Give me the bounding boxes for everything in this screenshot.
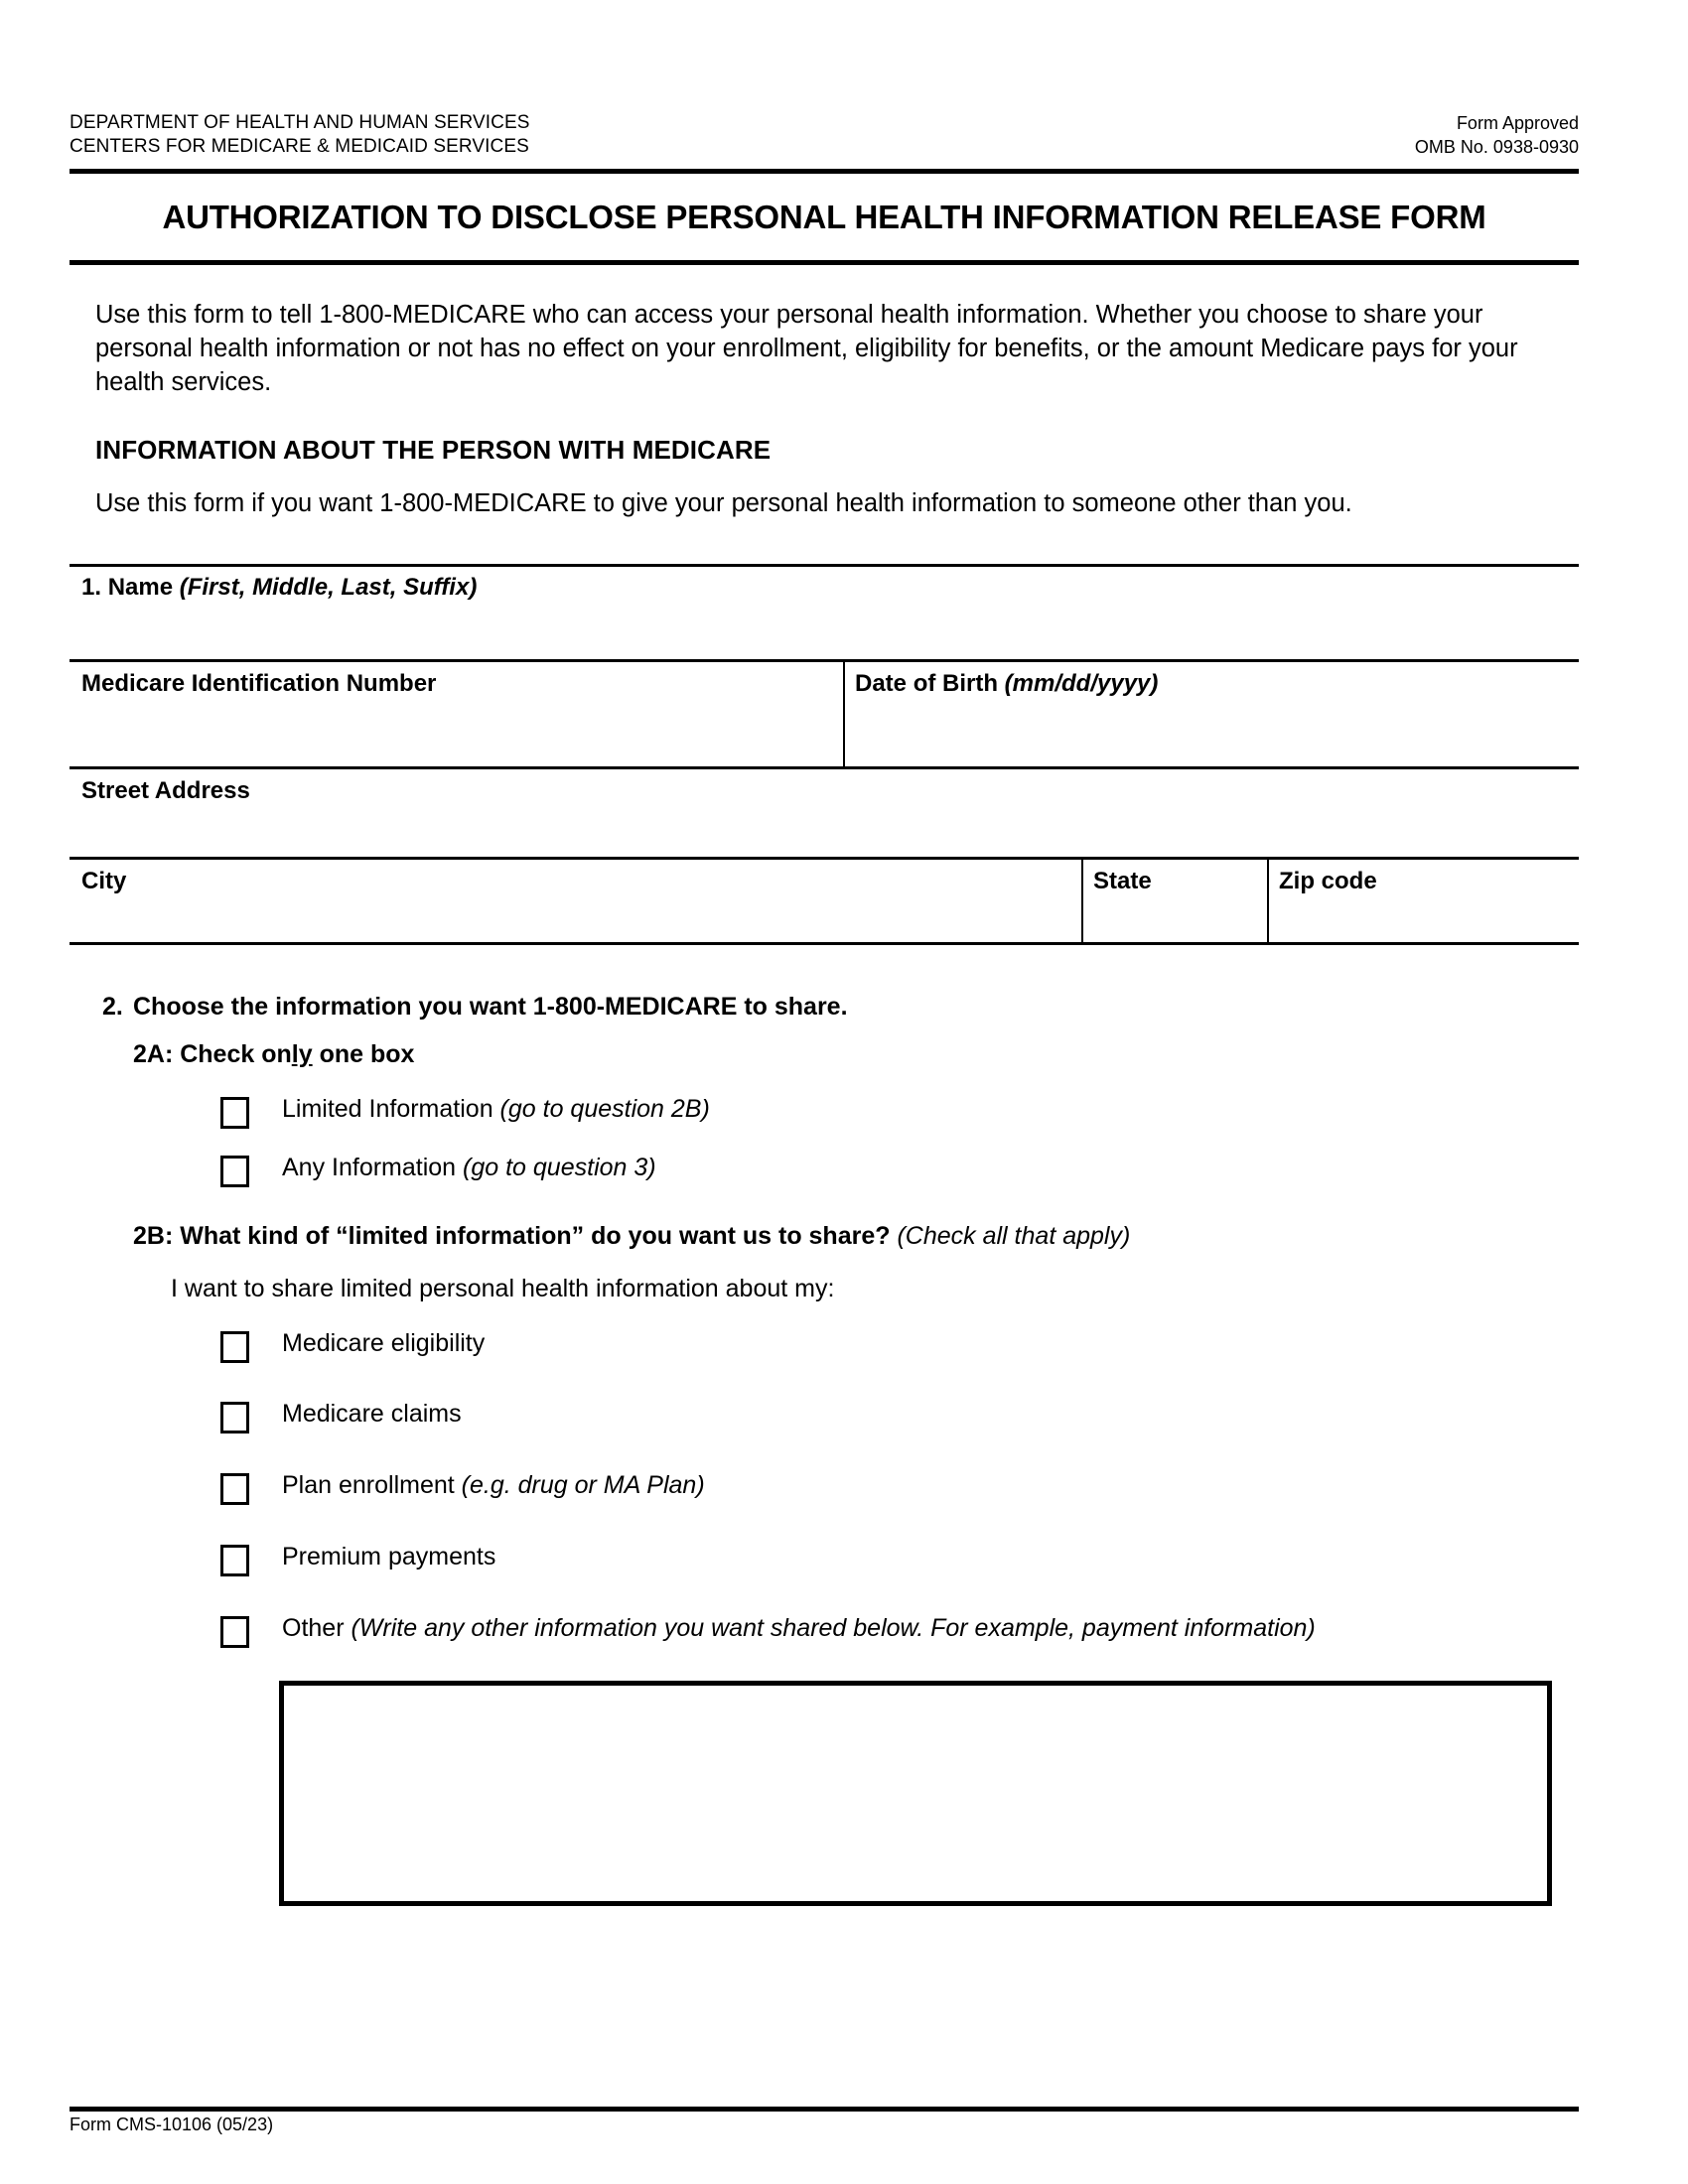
checkbox-label-other [282, 1614, 1316, 1643]
checkbox-label-plan-enrollment-text: Plan enrollment [282, 1471, 462, 1499]
checkbox-label-any-information [282, 1154, 656, 1182]
agency-line-2: CENTERS FOR MEDICARE & MEDICAID SERVICES [70, 136, 529, 157]
medicare-id-dob-divider [843, 659, 845, 768]
street-address-label: Street Address [81, 777, 250, 804]
checkbox-label-limited-information [282, 1095, 710, 1124]
section-heading-information-about-person: INFORMATION ABOUT THE PERSON WITH MEDICARE [95, 435, 772, 465]
footer-divider-rule [70, 2107, 1579, 2112]
question-2a-label-pre: 2A: Check on [133, 1040, 292, 1068]
question-2b-lead: I want to share limited personal health information about my: [171, 1275, 835, 1302]
city-state-zip-row-top-rule [70, 857, 1579, 860]
city-state-divider [1081, 857, 1083, 944]
checkbox-hint-plan-enrollment: (e.g. drug or MA Plan) [461, 1471, 705, 1499]
agency-line-1: DEPARTMENT OF HEALTH AND HUMAN SERVICES [70, 112, 530, 133]
form-approved-label: Form Approved [1456, 113, 1579, 133]
checkbox-any-information[interactable] [220, 1156, 249, 1187]
omb-number-label: OMB No. 0938-0930 [1414, 137, 1579, 157]
street-address-input[interactable] [81, 812, 1561, 860]
medicare-id-input[interactable] [81, 705, 816, 752]
question-2a-label [133, 1040, 414, 1069]
checkbox-limited-information[interactable] [220, 1097, 249, 1129]
city-state-zip-row-bottom-rule [70, 942, 1579, 945]
question-2-number: 2. [102, 993, 123, 1021]
checkbox-label-limited-information-text: Limited Information [282, 1095, 500, 1123]
question-2-heading [102, 993, 848, 1022]
name-field-label [81, 574, 477, 602]
city-label: City [81, 868, 127, 894]
state-label: State [1093, 868, 1152, 894]
checkbox-label-medicare-eligibility-text: Medicare eligibility [282, 1329, 486, 1357]
checkbox-hint-any-information: (go to question 3) [463, 1154, 656, 1181]
dob-label [855, 670, 1158, 698]
checkbox-label-premium-payments [282, 1543, 495, 1571]
street-address-row-top-rule [70, 766, 1579, 769]
checkbox-hint-other: (Write any other information you want shared below. For example, payment information) [351, 1614, 1316, 1642]
question-2-text: Choose the information you want 1-800-MEDICARE to share. [133, 993, 848, 1021]
checkbox-label-premium-payments-text: Premium payments [282, 1543, 496, 1570]
question-2a-label-underline: ly [291, 1040, 313, 1068]
checkbox-label-medicare-claims-text: Medicare claims [282, 1400, 462, 1428]
question-2b-label-text: 2B: What kind of “limited information” do you want us to share? [133, 1222, 891, 1250]
name-field-title: Name [107, 574, 174, 601]
checkbox-label-medicare-eligibility [282, 1329, 485, 1358]
form-id-footer: Form CMS-10106 (05/23) [70, 2115, 274, 2134]
title-divider-rule [70, 260, 1579, 265]
agency-block [70, 111, 530, 159]
checkbox-label-any-information-text: Any Information [282, 1154, 464, 1181]
dob-label-hint: (mm/dd/yyyy) [1004, 670, 1159, 697]
checkbox-label-plan-enrollment [282, 1471, 705, 1500]
medicare-id-row-top-rule [70, 659, 1579, 662]
page-title: AUTHORIZATION TO DISCLOSE PERSONAL HEALTH INFORMATION RELEASE FORM [162, 199, 1486, 235]
question-2b-label-hint: (Check all that apply) [897, 1222, 1131, 1250]
medicare-id-label: Medicare Identification Number [81, 670, 437, 697]
checkbox-hint-limited-information: (go to question 2B) [499, 1095, 710, 1123]
name-row-top-rule [70, 564, 1579, 567]
state-zip-divider [1267, 857, 1269, 944]
section1-lead-paragraph: Use this form if you want 1-800-MEDICARE to give your personal health information to someone other than you. [95, 489, 1352, 517]
checkbox-medicare-claims[interactable] [220, 1402, 249, 1433]
checkbox-plan-enrollment[interactable] [220, 1473, 249, 1505]
header-divider-rule [70, 169, 1579, 174]
intro-paragraph: Use this form to tell 1-800-MEDICARE who can access your personal health information. Whether you choose to share your personal health information or not has no effect on your enrollment, eligibility for benefits, or the amount Medicare pays for your health services. [95, 301, 1518, 396]
checkbox-medicare-eligibility[interactable] [220, 1331, 249, 1363]
name-field-number: 1. [81, 574, 102, 601]
dob-label-text: Date of Birth [855, 670, 998, 697]
name-input[interactable] [81, 608, 1561, 655]
zip-code-label: Zip code [1279, 868, 1377, 894]
question-2a-label-post: one box [312, 1040, 415, 1068]
dob-input[interactable] [855, 705, 1550, 752]
other-information-textarea[interactable] [279, 1681, 1552, 1906]
checkbox-label-medicare-claims [282, 1400, 462, 1429]
checkbox-other[interactable] [220, 1616, 249, 1648]
question-2b-label [133, 1222, 1130, 1251]
omb-approval-block [1415, 111, 1579, 159]
name-field-hint: (First, Middle, Last, Suffix) [179, 574, 478, 601]
checkbox-label-other-text: Other [282, 1614, 352, 1642]
checkbox-premium-payments[interactable] [220, 1545, 249, 1576]
